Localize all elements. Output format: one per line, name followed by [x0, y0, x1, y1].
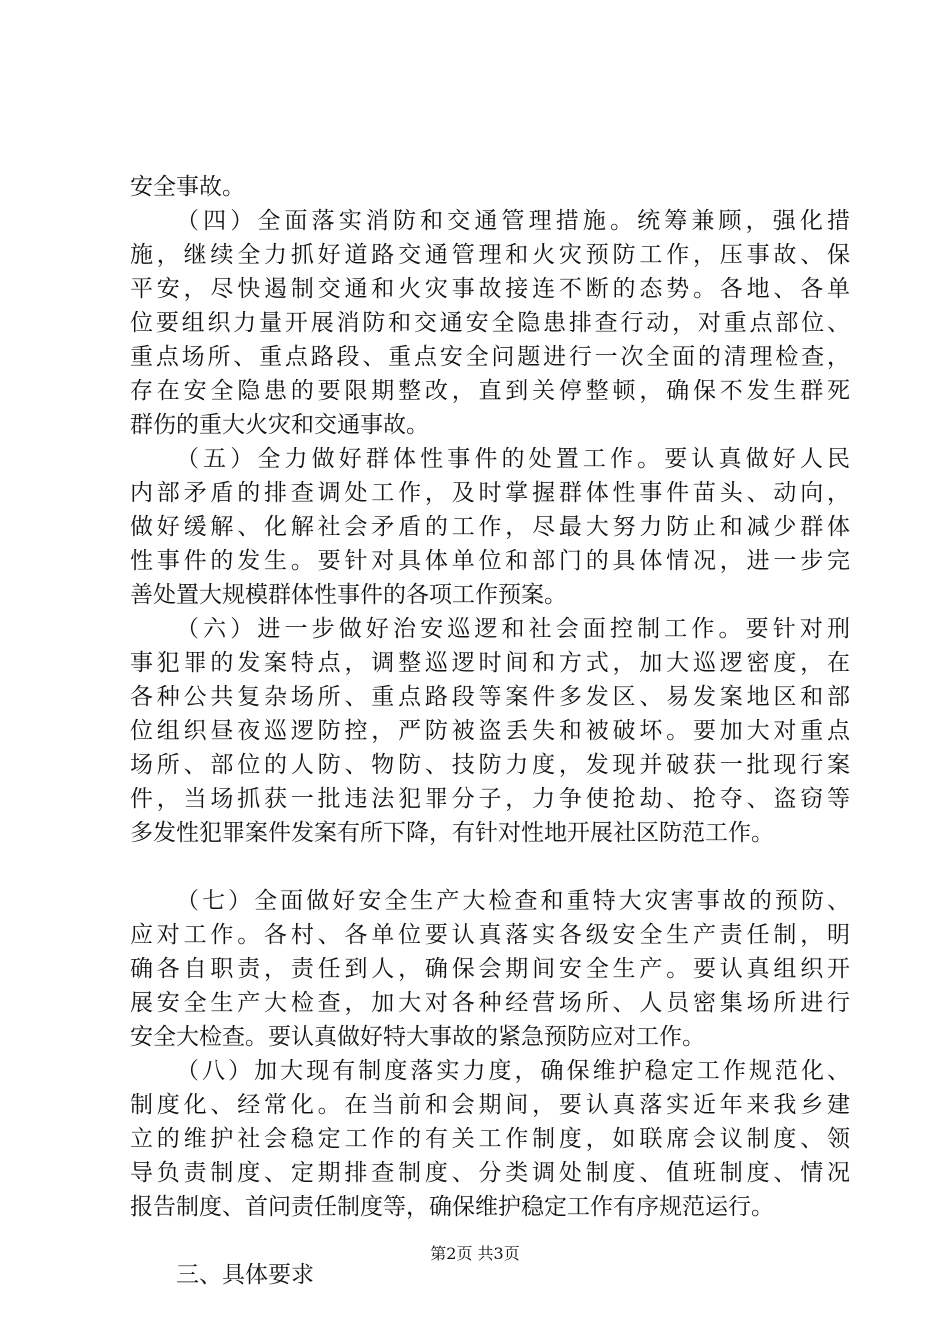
paragraph-line: （八）加大现有制度落实力度，确保维护稳定工作规范化、 [176, 1058, 850, 1084]
paragraph-line: 场所、部位的人防、物防、技防力度，发现并破获一批现行案 [130, 752, 850, 778]
paragraph-line: 做好缓解、化解社会矛盾的工作，尽最大努力防止和减少群体 [130, 514, 850, 540]
paragraph-spacer [130, 850, 850, 884]
paragraph-line: 确各自职责，责任到人，确保会期间安全生产。要认真组织开 [130, 956, 850, 982]
paragraph-line: 施，继续全力抓好道路交通管理和火灾预防工作，压事故、保 [130, 242, 850, 268]
paragraph [130, 442, 850, 612]
paragraph-line: 安全大检查。要认真做好特大事故的紧急预防应对工作。 [130, 1024, 705, 1050]
paragraph-line: 重点场所、重点路段、重点安全问题进行一次全面的清理检查， [130, 344, 850, 370]
paragraph-line: 应对工作。各村、各单位要认真落实各级安全生产责任制，明 [130, 922, 850, 948]
paragraph-line: 展安全生产大检查，加大对各种经营场所、人员密集场所进行 [130, 990, 850, 1016]
paragraph [130, 1054, 850, 1224]
paragraph [130, 204, 850, 442]
paragraph-line: 件，当场抓获一批违法犯罪分子，力争使抢劫、抢夺、盗窃等 [130, 786, 850, 812]
paragraph [130, 612, 850, 850]
paragraph-line: 安全事故。 [130, 174, 245, 200]
paragraph-line: 导负责制度、定期排查制度、分类调处制度、值班制度、情况 [130, 1160, 850, 1186]
paragraph-line: 平安，尽快遏制交通和火灾事故接连不断的态势。各地、各单 [130, 276, 850, 302]
paragraph-line: 立的维护社会稳定工作的有关工作制度，如联席会议制度、领 [130, 1126, 850, 1152]
paragraph-line: 位组织昼夜巡逻防控，严防被盗丢失和被破坏。要加大对重点 [130, 718, 850, 744]
paragraph-line: 多发性犯罪案件发案有所下降，有针对性地开展社区防范工作。 [130, 820, 774, 846]
paragraph-line: 内部矛盾的排查调处工作，及时掌握群体性事件苗头、动向， [130, 480, 850, 506]
paragraph-line: 性事件的发生。要针对具体单位和部门的具体情况，进一步完 [130, 548, 850, 574]
paragraph-line: 制度化、经常化。在当前和会期间，要认真落实近年来我乡建 [130, 1092, 850, 1118]
paragraph [130, 884, 850, 1054]
paragraph-line: 三、具体要求 [176, 1262, 314, 1288]
paragraph-line: 各种公共复杂场所、重点路段等案件多发区、易发案地区和部 [130, 684, 850, 710]
paragraph [130, 170, 850, 204]
paragraph-line: （五）全力做好群体性事件的处置工作。要认真做好人民 [176, 446, 850, 472]
paragraph-line: （六）进一步做好治安巡逻和社会面控制工作。要针对刑 [176, 616, 850, 642]
paragraph-line: 报告制度、首问责任制度等，确保维护稳定工作有序规范运行。 [130, 1194, 774, 1220]
document-body [130, 170, 850, 1292]
paragraph-line: 位要组织力量开展消防和交通安全隐患排查行动，对重点部位、 [130, 310, 850, 336]
paragraph-line: 事犯罪的发案特点，调整巡逻时间和方式，加大巡逻密度，在 [130, 650, 850, 676]
paragraph-line: （七）全面做好安全生产大检查和重特大灾害事故的预防、 [176, 888, 850, 914]
paragraph-line: 存在安全隐患的要限期整改，直到关停整顿，确保不发生群死 [130, 378, 850, 404]
page-number-footer: 第2页 共3页 [430, 1244, 520, 1263]
paragraph-line: 善处置大规模群体性事件的各项工作预案。 [130, 582, 567, 608]
paragraph-line: （四）全面落实消防和交通管理措施。统筹兼顾，强化措 [176, 208, 850, 234]
paragraph-line: 群伤的重大火灾和交通事故。 [130, 412, 429, 438]
